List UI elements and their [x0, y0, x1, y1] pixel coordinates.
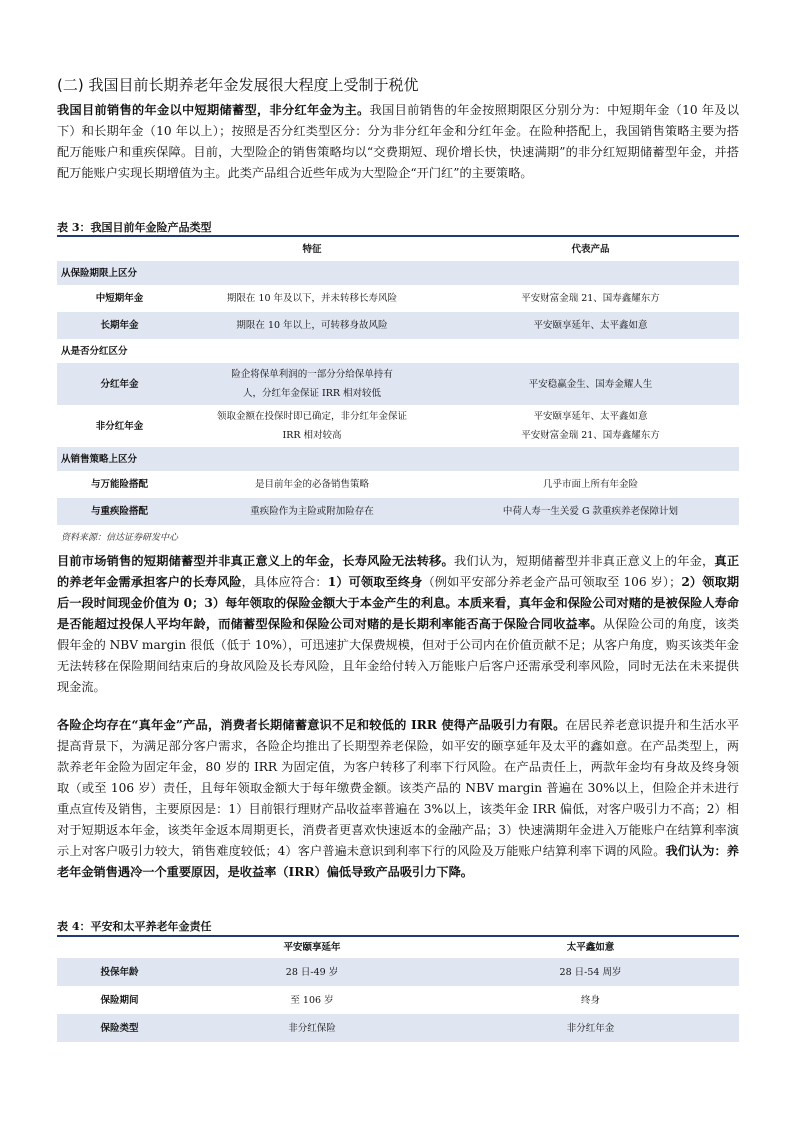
- table-row: [57, 363, 739, 405]
- row-feature: 险企将保单利润的一部分分给保单持有 人，分红年金保证 IRR 相对较低: [182, 363, 442, 405]
- section-row-dividend: [57, 339, 739, 363]
- table-row: [57, 285, 739, 312]
- section-heading: (二) 我国目前长期养老年金发展很大程度上受制于税优: [57, 76, 419, 94]
- row-value: 终身: [580, 994, 600, 1006]
- table-3: [57, 237, 739, 525]
- row-product: 平安财富金瑞 21、国寿鑫耀东方: [521, 293, 660, 304]
- row-value: 28 日-54 周岁: [442, 958, 739, 986]
- section-row-sales: [57, 447, 739, 471]
- row-value: 28 日-49 岁: [182, 958, 442, 986]
- row-feature: 重疾险作为主险或附加险存在: [182, 498, 442, 525]
- table-row: [57, 958, 739, 986]
- row-label: 非分红年金: [95, 420, 144, 432]
- section-row-term: [57, 261, 739, 285]
- col-header-feature: 特征: [302, 243, 322, 255]
- col-header-taiping: 太平鑫如意: [566, 942, 615, 953]
- row-label: 投保年龄: [57, 958, 182, 986]
- row-feature: 期限在 10 年以上，可转移身故风险: [182, 312, 442, 339]
- row-label: 中短期年金: [95, 293, 144, 304]
- section-label: 从保险期限上区分: [57, 261, 739, 285]
- row-value: 非分红年金: [442, 1014, 739, 1042]
- row-product: 平安颐享延年、太平鑫如意 平安财富金瑞 21、国寿鑫耀东方: [521, 411, 660, 441]
- row-label: 分红年金: [57, 363, 182, 405]
- table-row: [57, 986, 739, 1014]
- table-3-caption: 表 3：我国目前年金险产品类型: [57, 221, 212, 234]
- table-header-row: [57, 937, 739, 958]
- table-row: [57, 471, 739, 498]
- row-product: 中荷人寿一生关爱 G 款重疾养老保障计划: [442, 498, 739, 525]
- col-header-product: 代表产品: [571, 243, 610, 255]
- row-label: 保险类型: [57, 1014, 182, 1042]
- table-row: [57, 1014, 739, 1042]
- table-row: [57, 405, 739, 447]
- row-feature: 领取金额在投保时即已确定，非分红年金保证 IRR 相对较高: [216, 411, 407, 441]
- section-label: 从销售策略上区分: [57, 447, 739, 471]
- paragraph-true-annuity: 各险企均存在“真年金”产品，消费者长期储蓄意识不足和较低的 IRR 使得产品吸引力有限。在居民养老意识提升和生活水平提高背景下，为满足部分客户需求，各险企均推出了长期型养老保险，如平安的颐享延年及太平的鑫如意。在产品类型上，两款养老年金险为固定年金，80 岁的 IRR 为固定值，为客户转移了利率下行风险。在产品责任上，两款年金均有身故及终身领取（或至 106 岁）责任，且每年领取金额大于每年缴费金额。该类产品的 NBV margin 普遍在 30%以上，但险企并未进行重点宣传及销售，主要原因是：1）目前银行理财产品收益率普遍在 3%以上，该类年金 IRR 偏低，对客户吸引力不高；2）相对于短期返本年金，该类年金返本周期更长，消费者更喜欢快速返本的金融产品；3）快速满期年金进入万能账户在结算利率演示上对客户吸引力较大，销售难度较低；4）客户普遍未意识到利率下行的风险及万能账户结算利率下调的风险。我们认为：养老年金销售遇冷一个重要原因，是收益率（IRR）偏低导致产品吸引力下降。: [57, 718, 740, 879]
- row-value: 至 106 岁: [290, 994, 334, 1006]
- row-label: 与万能险搭配: [90, 479, 148, 490]
- table-4-caption: 表 4：平安和太平养老年金责任: [57, 920, 212, 933]
- paragraph-lead: 我国目前销售的年金以中短期储蓄型，非分红年金为主。: [57, 103, 370, 117]
- col-header-pingan: 平安颐享延年: [283, 942, 341, 953]
- row-product: 平安稳赢金生、国寿金耀人生: [442, 363, 739, 405]
- row-value: 非分红保险: [182, 1014, 442, 1042]
- row-label: 保险期间: [100, 994, 139, 1006]
- paragraph-annuity-types: [57, 100, 739, 184]
- row-feature: 期限在 10 年及以下，并未转移长寿风险: [226, 293, 398, 304]
- table-source-note: 资料来源：信达证券研发中心: [61, 533, 179, 543]
- table-header-row: [57, 237, 739, 261]
- row-product: 平安颐享延年、太平鑫如意: [442, 312, 739, 339]
- paragraph-body: 我国目前销售的年金按照期限区分别分为：中短期年金（10 年及以下）和长期年金（10 年以上）；按照是否分红类型区分：分为非分红年金和分红年金。在险种搭配上，我国销售策略主要为搭配万能账户和重疾保障。目前，大型险企的销售策略均以“交费期短、现价增长快，快速满期”的非分红短期储蓄型年金，并搭配万能账户实现长期增值为主。此类产品组合近些年成为大型险企“开门红”的主要策略。: [57, 103, 740, 180]
- table-4: [57, 937, 739, 1042]
- section-label: 从是否分红区分: [61, 345, 128, 357]
- table-row: [57, 312, 739, 339]
- table-row: [57, 498, 739, 525]
- row-label: 与重疾险搭配: [57, 498, 182, 525]
- row-product: 几乎市面上所有年金险: [542, 479, 638, 490]
- row-label: 长期年金: [57, 312, 182, 339]
- row-feature: 是目前年金的必备销售策略: [254, 479, 369, 490]
- paragraph-short-term-savings: 目前市场销售的短期储蓄型并非真正意义上的年金，长寿风险无法转移。我们认为，短期储蓄型并非真正意义上的年金，真正的养老年金需承担客户的长寿风险，具体应符合：1）可领取至终身（例如平安部分养老金产品可领取至 106 岁）；2）领取期后一段时间现金价值为 0；3）每年领取的保险金额大于本金产生的利息。本质来看，真年金和保险公司对赌的是被保险人寿命是否能超过投保人平均年龄，而储蓄型保险和保险公司对赌的是长期利率能否高于保险合同收益率。从保险公司的角度，该类假年金的 NBV margin 很低（低于 10%），可迅速扩大保费规模，但对于公司内在价值贡献不足；从客户角度，购买该类年金无法转移在保险期间结束后的身故风险及长寿风险，且年金给付转入万能账户后客户还需承受利率风险，同时无法在未来提供现金流。: [57, 554, 740, 694]
